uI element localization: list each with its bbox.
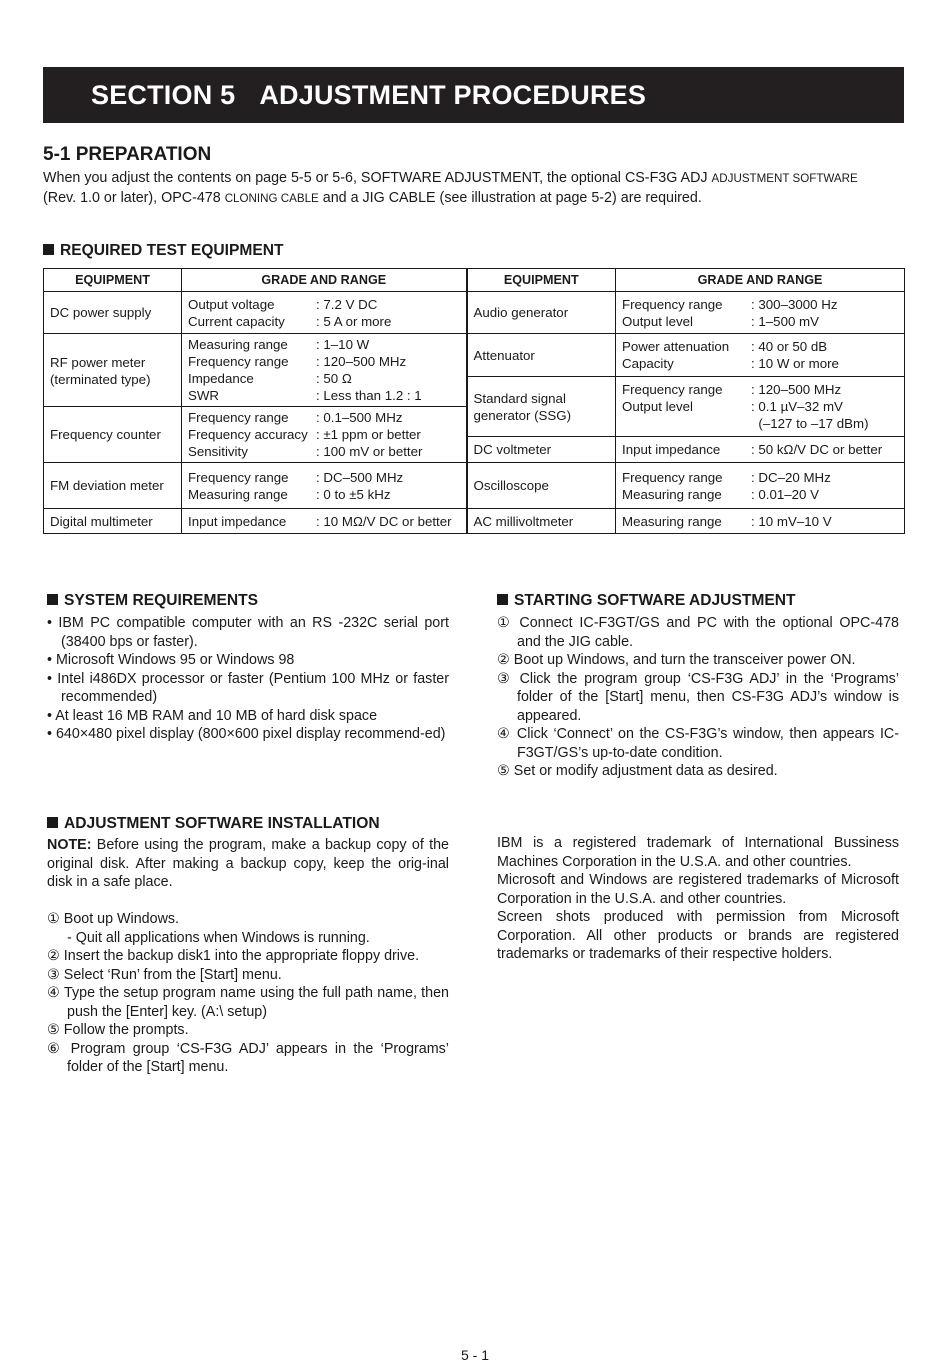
list-item: ④ Click ‘Connect’ on the CS-F3G’s window, then appears IC-F3GT/GS’s up-to-date condition. bbox=[497, 726, 899, 761]
trademark-paragraph: Microsoft and Windows are registered trademarks of Microsoft Corporation in the U.S.A. and other countries. bbox=[497, 872, 899, 907]
install-steps bbox=[47, 910, 449, 1077]
intro-smallcaps-1: ADJUSTMENT SOFTWARE bbox=[711, 172, 858, 185]
square-bullet-icon bbox=[47, 594, 58, 605]
table-row bbox=[44, 292, 905, 334]
equipment-name: Audio generator bbox=[467, 292, 616, 334]
equipment-heading bbox=[43, 242, 284, 260]
starting-list bbox=[497, 614, 899, 781]
trademark-paragraph: IBM is a registered trademark of International Bussiness Machines Corporation in the U.S.A. and other countries. bbox=[497, 835, 899, 870]
table-header-row bbox=[44, 269, 905, 292]
list-item: ③ Click the program group ‘CS-F3G ADJ’ in the ‘Programs’ folder of the [Start] menu, then CS-F3G ADJ’s window is appeared. bbox=[497, 670, 899, 724]
preparation-heading: 5-1 PREPARATION bbox=[43, 144, 212, 165]
list-item: ⑥ Program group ‘CS-F3G ADJ’ appears in the ‘Programs’ folder of the [Start] menu. bbox=[47, 1040, 449, 1075]
system-list bbox=[47, 614, 449, 744]
install-heading bbox=[47, 815, 380, 833]
list-item: • At least 16 MB RAM and 10 MB of hard disk space bbox=[47, 707, 378, 724]
equipment-specs: Frequency range : 120–500 MHz Output level : 0.1 µV–32 mV (–127 to –17 dBm) bbox=[616, 377, 905, 437]
equipment-name: FM deviation meter bbox=[44, 463, 182, 509]
system-heading-text: SYSTEM REQUIREMENTS bbox=[64, 592, 259, 609]
square-bullet-icon bbox=[47, 817, 58, 828]
list-item: • Intel i486DX processor or faster (Pentium 100 MHz or faster recommended) bbox=[47, 670, 449, 705]
square-bullet-icon bbox=[43, 244, 54, 255]
starting-heading-text: STARTING SOFTWARE ADJUSTMENT bbox=[514, 592, 796, 609]
column-header-equipment: EQUIPMENT bbox=[44, 269, 182, 292]
table-row bbox=[44, 463, 905, 509]
equipment-name: AC millivoltmeter bbox=[467, 509, 616, 534]
table-row bbox=[44, 334, 905, 377]
equipment-name: Standard signal generator (SSG) bbox=[467, 377, 616, 437]
equipment-name: Oscilloscope bbox=[467, 463, 616, 509]
equipment-specs: Power attenuation : 40 or 50 dB Capacity : 10 W or more bbox=[616, 334, 905, 377]
equipment-name: DC power supply bbox=[44, 292, 182, 334]
equipment-name: DC voltmeter bbox=[467, 437, 616, 463]
equipment-table bbox=[43, 268, 905, 534]
section-banner bbox=[43, 67, 904, 123]
equipment-name: Attenuator bbox=[467, 334, 616, 377]
list-item: ② Boot up Windows, and turn the transceiver power ON. bbox=[497, 652, 856, 668]
page-number: 5 - 1 bbox=[460, 1347, 489, 1363]
list-item: • Microsoft Windows 95 or Windows 98 bbox=[47, 652, 295, 668]
preparation-intro bbox=[43, 169, 905, 208]
list-item-sub: - Quit all applications when Windows is running. bbox=[67, 929, 370, 946]
equipment-specs: Input impedance : 50 kΩ/V DC or better bbox=[616, 437, 905, 463]
install-note bbox=[47, 836, 449, 892]
equipment-specs: Frequency range : DC–20 MHz Measuring range : 0.01–20 V bbox=[616, 463, 905, 509]
table-row bbox=[44, 509, 905, 534]
column-header-grade: GRADE AND RANGE bbox=[182, 269, 467, 292]
section-number: SECTION 5 bbox=[91, 79, 236, 110]
equipment-specs: Frequency range : 300–3000 Hz Output level : 1–500 mV bbox=[616, 292, 905, 334]
equipment-specs: Frequency range : DC–500 MHz Measuring range : 0 to ±5 kHz bbox=[182, 463, 467, 509]
list-item: ① Boot up Windows. bbox=[47, 911, 180, 927]
column-header-equipment-right: EQUIPMENT bbox=[467, 269, 616, 292]
section-title: ADJUSTMENT PROCEDURES bbox=[259, 79, 647, 110]
equipment-heading-text: REQUIRED TEST EQUIPMENT bbox=[60, 242, 284, 259]
trademark-paragraph: Screen shots produced with permission from Microsoft Corporation. All other products or brands are registered trademarks or trademarks of their respective holders. bbox=[497, 909, 899, 962]
intro-text-2: (Rev. 1.0 or later), OPC-478 bbox=[43, 189, 225, 206]
intro-smallcaps-2: CLONING CABLE bbox=[224, 191, 319, 205]
starting-heading bbox=[497, 592, 796, 610]
list-item: ⑤ Set or modify adjustment data as desired. bbox=[497, 763, 778, 779]
intro-text-3: and a JIG CABLE (see illustration at page 5-2) are required. bbox=[318, 189, 702, 206]
note-text: Before using the program, make a backup copy of the original disk. After making a backup copy, keep the orig-inal disk in a safe place. bbox=[47, 837, 449, 890]
column-header-grade-right: GRADE AND RANGE bbox=[616, 269, 905, 292]
equipment-name: RF power meter (terminated type) bbox=[44, 334, 182, 407]
square-bullet-icon bbox=[497, 594, 508, 605]
list-item: • IBM PC compatible computer with an RS -232C serial port (38400 bps or faster). bbox=[47, 615, 449, 650]
list-item: ① Connect IC-F3GT/GS and PC with the optional OPC-478 and the JIG cable. bbox=[497, 615, 899, 650]
equipment-specs: Measuring range : 1–10 W Frequency range : 120–500 MHz Impedance : 50 Ω SWR : Less than 1.2 : 1 bbox=[182, 334, 467, 407]
list-item: ③ Select ‘Run’ from the [Start] menu. bbox=[47, 966, 282, 983]
equipment-specs: Measuring range : 10 mV–10 V bbox=[616, 509, 905, 534]
system-heading bbox=[47, 592, 258, 610]
equipment-specs: Frequency range : 0.1–500 MHz Frequency accuracy : ±1 ppm or better Sensitivity : 100 mV or better bbox=[182, 407, 467, 463]
list-item: ④ Type the setup program name using the full path name, then push the [Enter] key. (A:\ setup) bbox=[47, 985, 449, 1020]
trademark-notice bbox=[497, 834, 899, 964]
equipment-name: Frequency counter bbox=[44, 407, 182, 463]
note-label: NOTE: bbox=[47, 837, 92, 853]
equipment-name: Digital multimeter bbox=[44, 509, 182, 534]
list-item: ② Insert the backup disk1 into the appropriate floppy drive. bbox=[47, 948, 420, 964]
equipment-specs: Output voltage : 7.2 V DC Current capacity : 5 A or more bbox=[182, 292, 467, 334]
list-item: ⑤ Follow the prompts. bbox=[47, 1022, 189, 1038]
list-item: • 640×480 pixel display (800×600 pixel display recommend-ed) bbox=[47, 726, 446, 742]
intro-text-1: When you adjust the contents on page 5-5 or 5-6, SOFTWARE ADJUSTMENT, the optional CS-F3G ADJ bbox=[43, 170, 712, 186]
install-heading-text: ADJUSTMENT SOFTWARE INSTALLATION bbox=[64, 815, 380, 832]
equipment-specs: Input impedance : 10 MΩ/V DC or better bbox=[182, 509, 467, 534]
